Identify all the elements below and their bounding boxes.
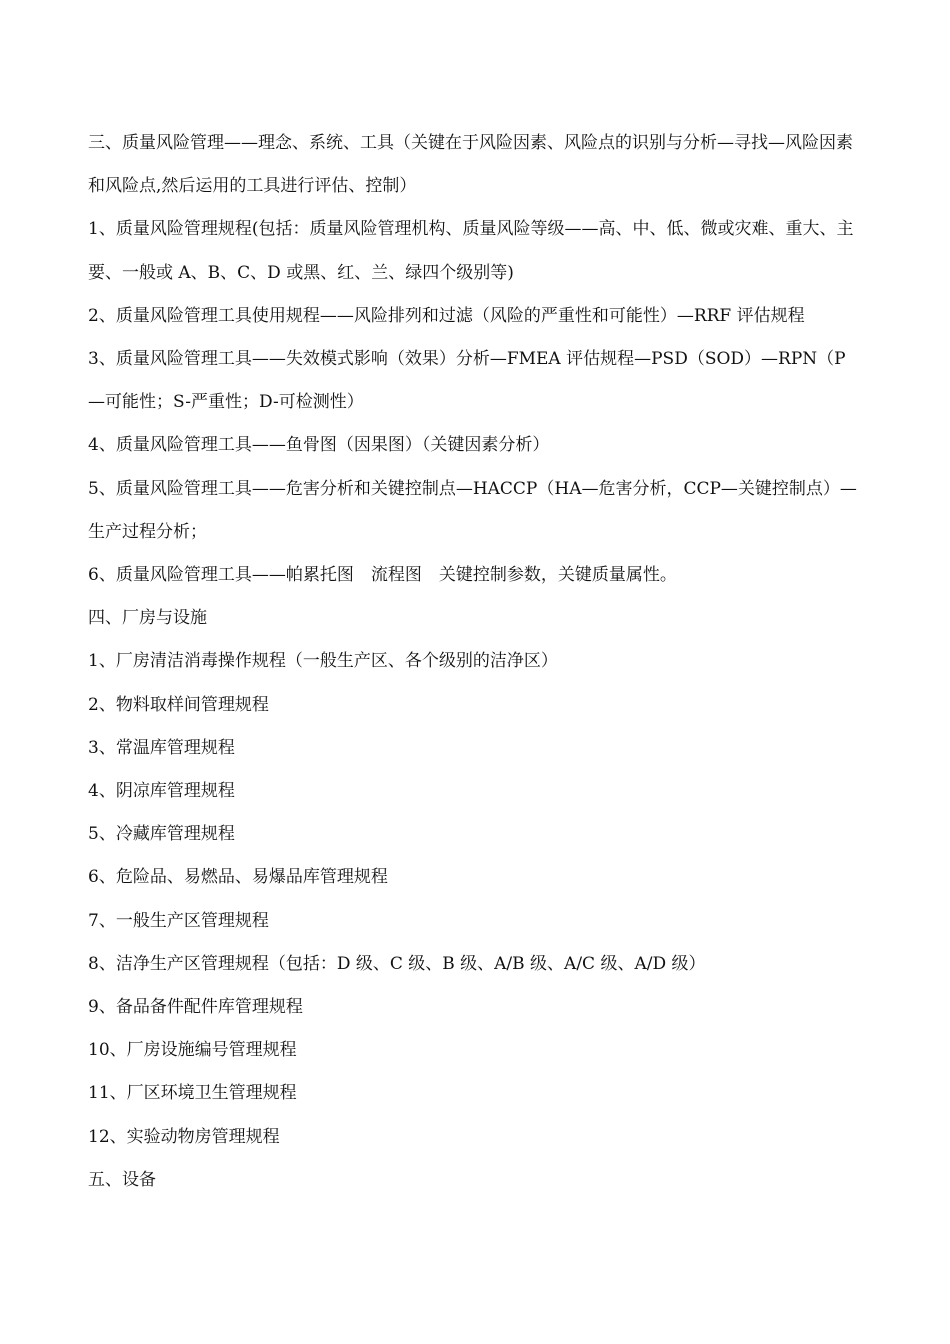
list-item: 5、质量风险管理工具——危害分析和关键控制点—HACCP（HA—危害分析，CCP—关键控制点）—生产过程分析； [88, 478, 857, 542]
list-item: 6、质量风险管理工具——帕累托图 流程图 关键控制参数，关键质量属性。 [88, 565, 677, 586]
section-heading-facilities: 四、厂房与设施 [88, 608, 207, 629]
section-heading-quality-risk: 三、质量风险管理——理念、系统、工具（关键在于风险因素、风险点的识别与分析—寻找—风险因素和风险点,然后运用的工具进行评估、控制） [88, 133, 853, 197]
list-item: 6、危险品、易燃品、易爆品库管理规程 [88, 867, 388, 888]
list-item: 2、质量风险管理工具使用规程——风险排列和过滤（风险的严重性和可能性）—RRF 评估规程 [88, 305, 805, 326]
list-item: 1、厂房清洁消毒操作规程（一般生产区、各个级别的洁净区） [88, 651, 558, 672]
list-item: 11、厂区环境卫生管理规程 [88, 1083, 297, 1104]
list-item: 1、质量风险管理规程(包括：质量风险管理机构、质量风险等级——高、中、低、微或灾难、重大、主要、一般或 A、B、C、D 或黑、红、兰、绿四个级别等) [88, 219, 854, 283]
list-item: 4、阴凉库管理规程 [88, 781, 235, 802]
list-item: 8、洁净生产区管理规程（包括：D 级、C 级、B 级、A/B 级、A/C 级、A/D 级） [88, 953, 706, 974]
list-item: 3、质量风险管理工具——失效模式影响（效果）分析—FMEA 评估规程—PSD（SOD）—RPN（P—可能性；S-严重性；D-可检测性） [88, 349, 846, 413]
list-item: 3、常温库管理规程 [88, 737, 235, 758]
list-item: 5、冷藏库管理规程 [88, 824, 235, 845]
list-item: 7、一般生产区管理规程 [88, 910, 269, 931]
list-item: 2、物料取样间管理规程 [88, 694, 269, 715]
document-body [88, 122, 858, 1202]
list-item: 9、备品备件配件库管理规程 [88, 997, 303, 1018]
list-item: 10、厂房设施编号管理规程 [88, 1040, 297, 1061]
list-item: 12、实验动物房管理规程 [88, 1126, 280, 1147]
section-heading-equipment: 五、设备 [88, 1169, 156, 1190]
list-item: 4、质量风险管理工具——鱼骨图（因果图）（关键因素分析） [88, 435, 550, 456]
